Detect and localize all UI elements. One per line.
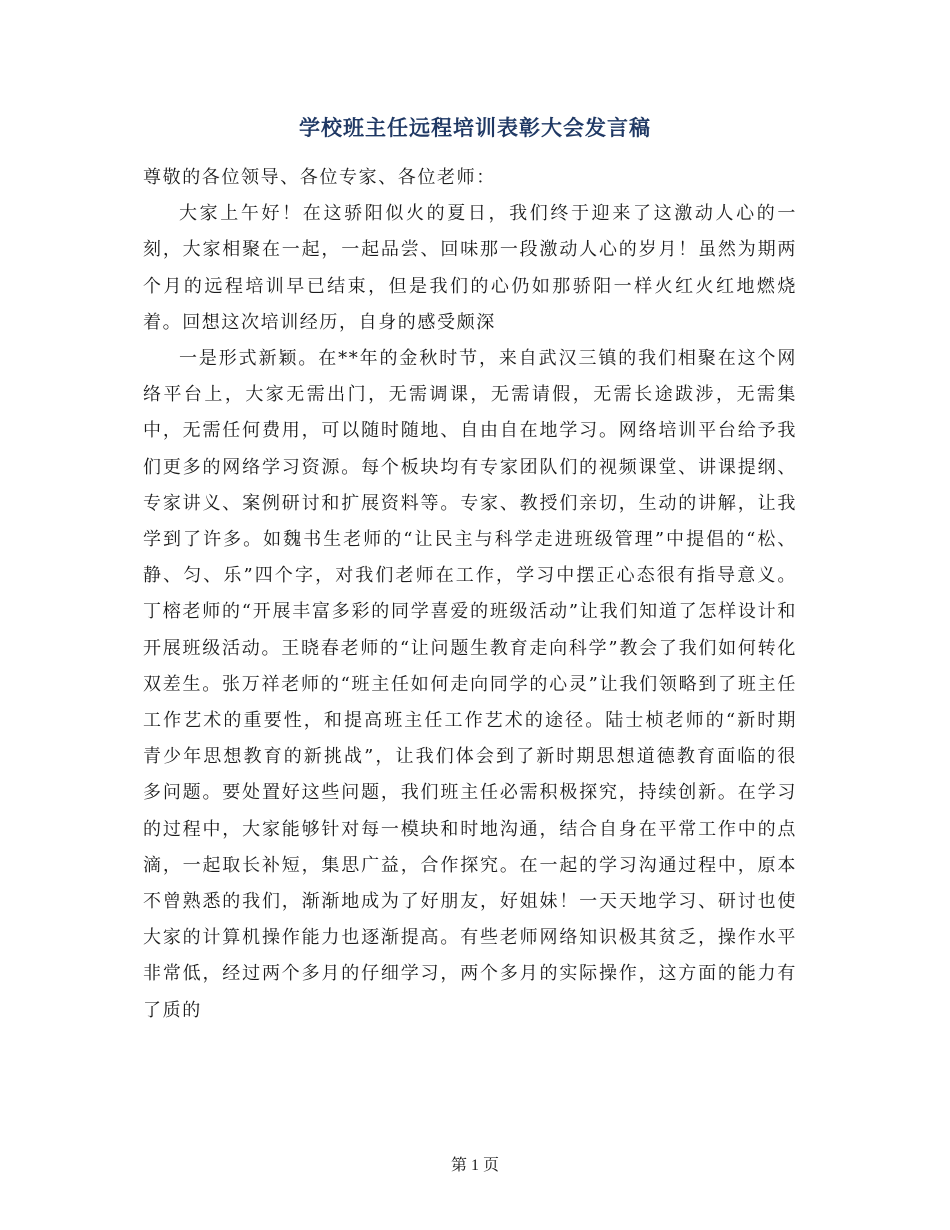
paragraph-1: 大家上午好！在这骄阳似火的夏日，我们终于迎来了这激动人心的一刻，大家相聚在一起，一起品尝、回味那一段激动人心的岁月！虽然为期两个月的远程培训早已结束，但是我们的心仍如那骄阳一样火红火红地燃烧着。回想这次培训经历，自身的感受颇深 [143,203,797,333]
paragraph-2: 一是形式新颖。在**年的金秋时节，来自武汉三镇的我们相聚在这个网络平台上，大家无需出门，无需调课，无需请假，无需长途跋涉，无需集中，无需任何费用，可以随时随地、自由自在地学习。网络培训平台给予我们更多的网络学习资源。每个板块均有专家团队们的视频课堂、讲课提纲、专家讲义、案例研讨和扩展资料等。专家、教授们亲切，生动的讲解，让我学到了许多。如魏书生老师的“让民主与科学走进班级管理”中提倡的“松、静、匀、乐”四个字，对我们老师在工作，学习中摆正心态很有指导意义。丁榕老师的“开展丰富多彩的同学喜爱的班级活动”让我们知道了怎样设计和开展班级活动。王晓春老师的“让问题生教育走向科学”教会了我们如何转化双差生。张万祥老师的“班主任如何走向同学的心灵”让我们领略到了班主任工作艺术的重要性，和提高班主任工作艺术的途径。陆士桢老师的“新时期青少年思想教育的新挑战”，让我们体会到了新时期思想道德教育面临的很多问题。要处置好这些问题，我们班主任必需积极探究，持续创新。在学习的过程中，大家能够针对每一模块和时地沟通，结合自身在平常工作中的点滴，一起取长补短，集思广益，合作探究。在一起的学习沟通过程中，原本不曾熟悉的我们，渐渐地成为了好朋友，好姐妹！一天天地学习、研讨也使大家的计算机操作能力也逐渐提高。有些老师网络知识极其贫乏，操作水平非常低，经过两个多月的仔细学习，两个多月的实际操作，这方面的能力有了质的 [143,348,797,1021]
page-number: 第 1 页 [450,1157,499,1174]
salutation: 尊敬的各位领导、各位专家、各位老师： [143,167,496,188]
document-body [143,160,797,1029]
document-title: 学校班主任远程培训表彰大会发言稿 [299,115,651,140]
